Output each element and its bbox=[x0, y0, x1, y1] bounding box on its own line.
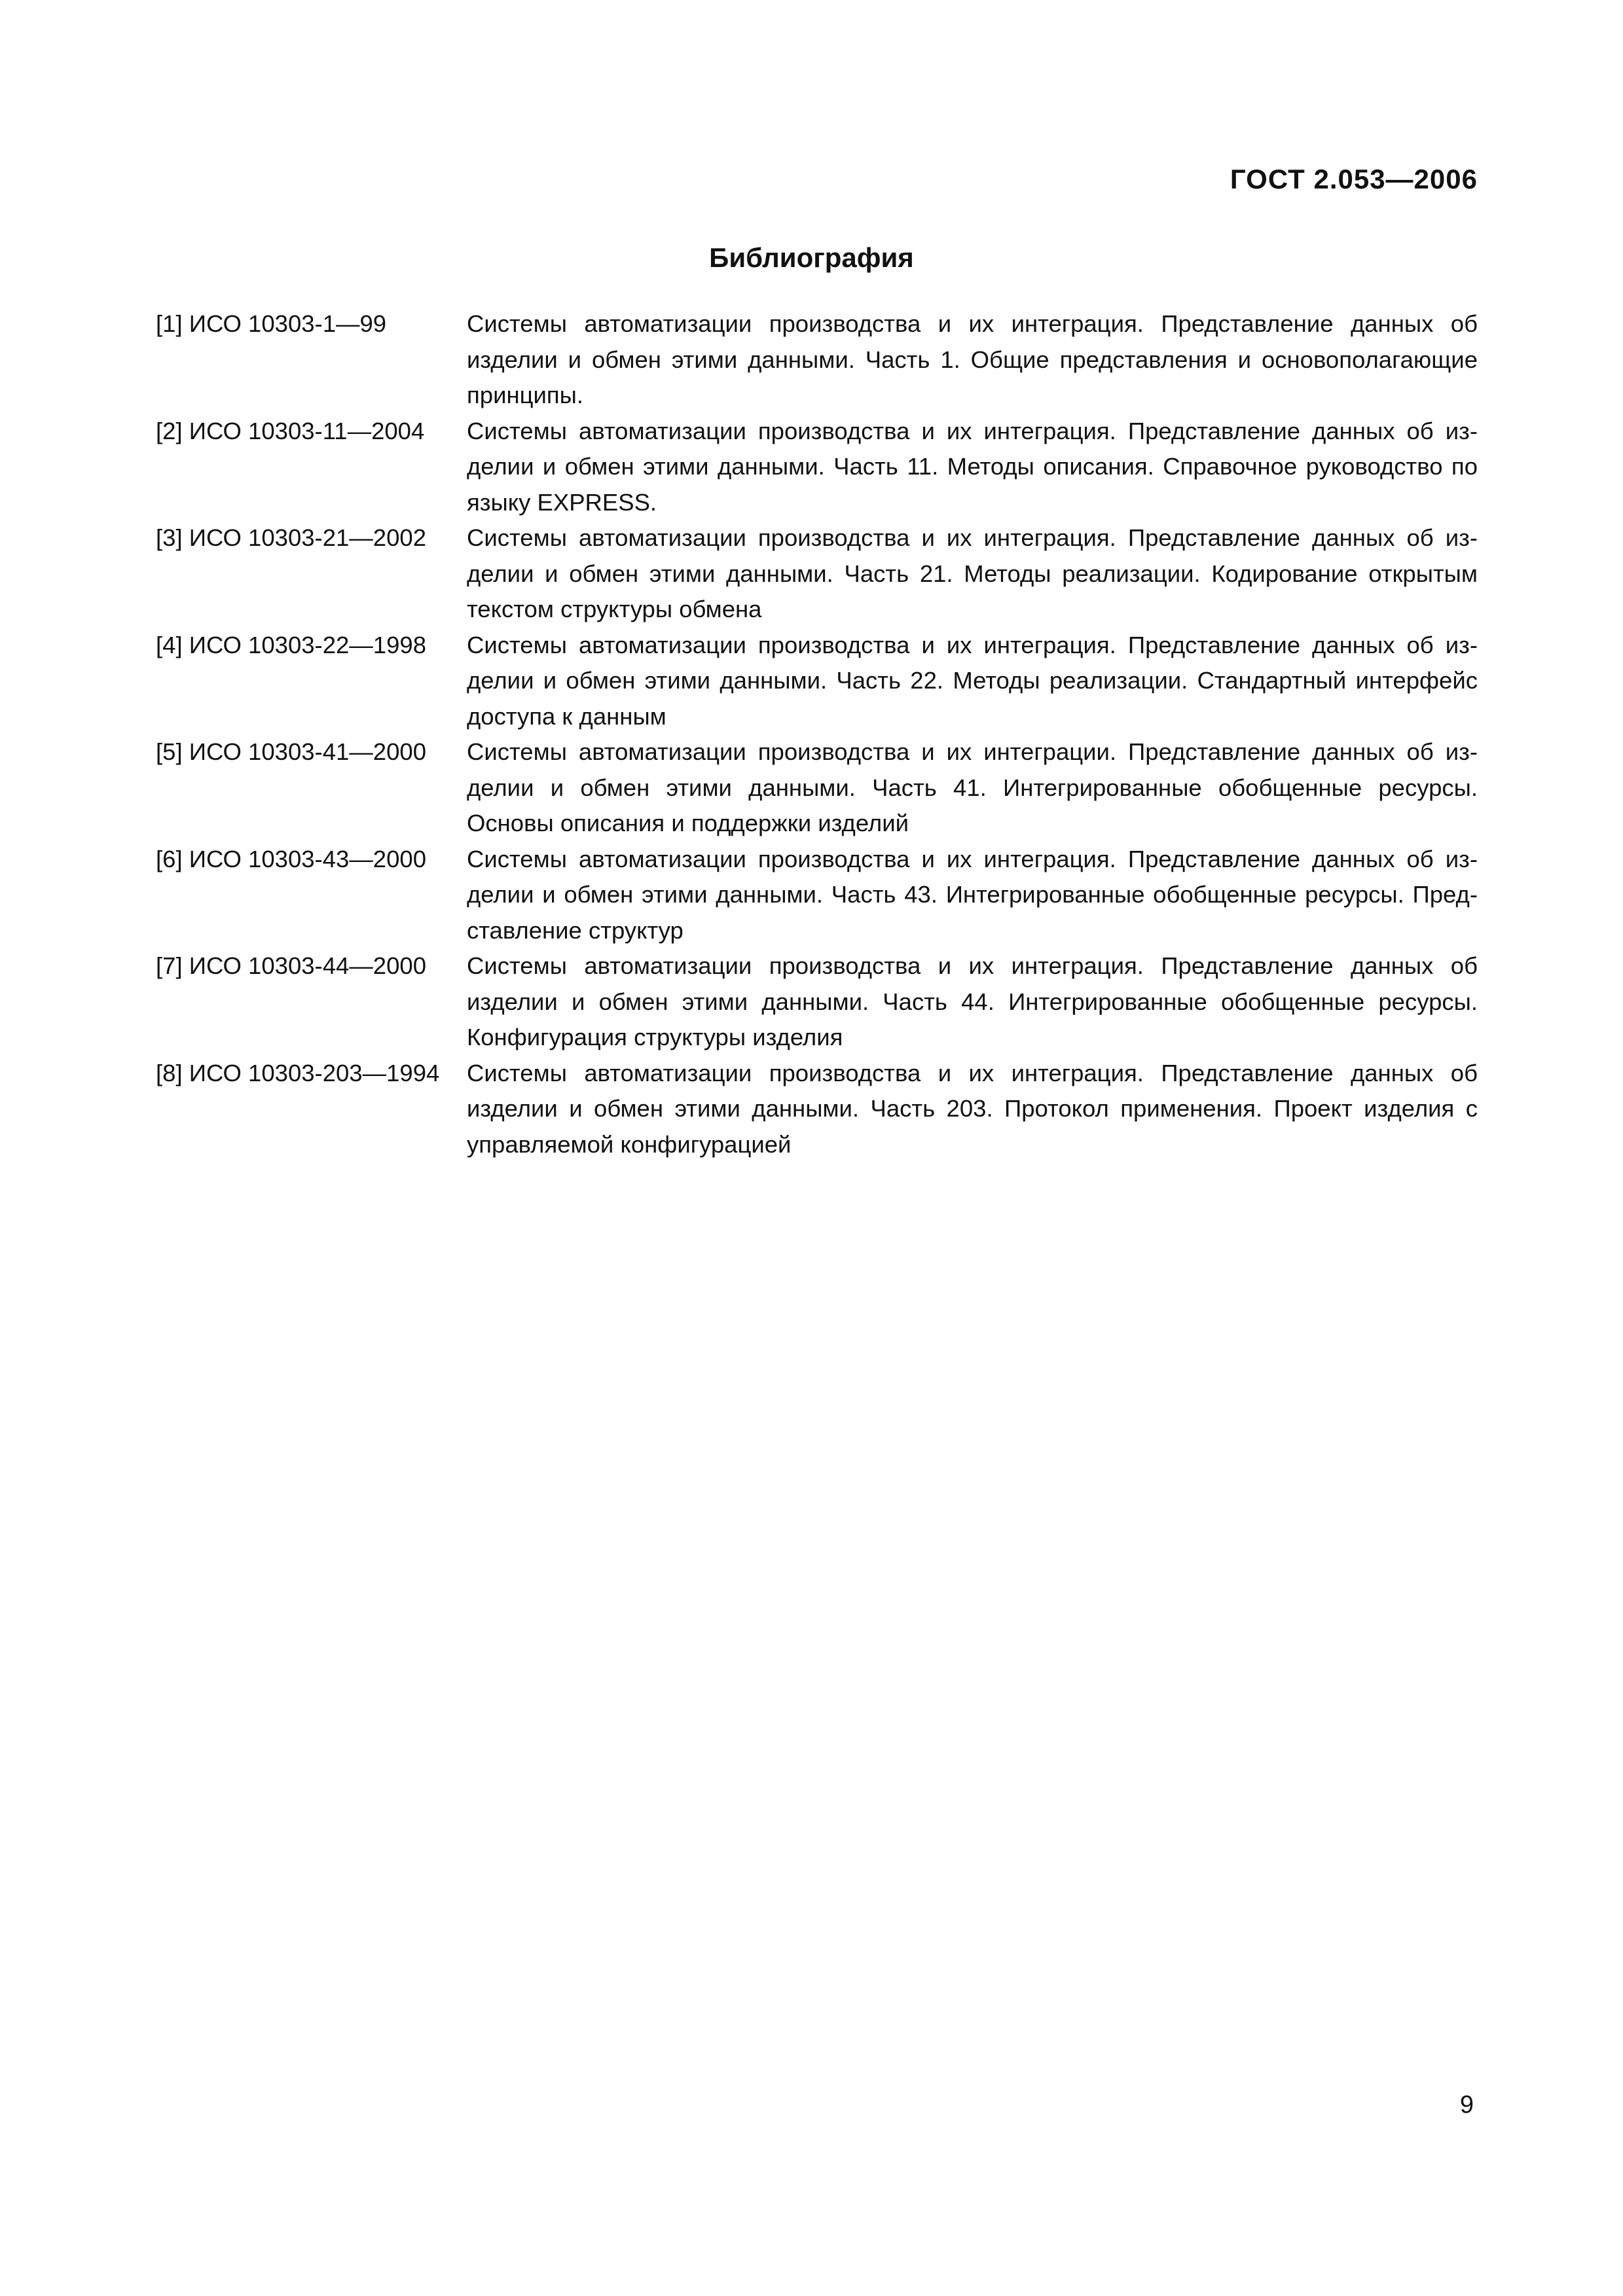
bibliography-reference: [6] ИСО 10303-43—2000 bbox=[156, 845, 426, 872]
bibliography-entry-5 bbox=[156, 734, 1478, 842]
bibliography-description: Системы автоматизации производства и их интеграция. Представление данных об изделии и обмен этими данными. Часть 43. Интегрированные обобщенные ресурсы. Представление структур bbox=[467, 845, 1478, 944]
page-number: 9 bbox=[1459, 2091, 1474, 2119]
bibliography-entry-2 bbox=[156, 414, 1478, 521]
bibliography-entry-7 bbox=[156, 948, 1478, 1056]
bibliography-list bbox=[156, 306, 1478, 1162]
bibliography-entry-8 bbox=[156, 1056, 1478, 1163]
bibliography-title: Библиография bbox=[709, 242, 914, 273]
bibliography-entry-4 bbox=[156, 628, 1478, 735]
bibliography-reference: [1] ИСО 10303-1—99 bbox=[156, 310, 387, 337]
bibliography-description: Системы автоматизации производства и их интеграция. Представление данных об изделии и обмен этими данными. Часть 203. Протокол применения. Проект изделия с управляемой конфигурацией bbox=[467, 1059, 1478, 1158]
bibliography-reference: [4] ИСО 10303-22—1998 bbox=[156, 631, 426, 658]
bibliography-entry-1 bbox=[156, 306, 1478, 414]
bibliography-reference: [5] ИСО 10303-41—2000 bbox=[156, 738, 426, 765]
document-designation: ГОСТ 2.053—2006 bbox=[1230, 164, 1478, 194]
bibliography-description: Системы автоматизации производства и их интеграция. Представление данных об изделии и обмен этими данными. Часть 22. Методы реализации. Стандартный интерфейс доступа к данным bbox=[467, 631, 1478, 730]
bibliography-description: Системы автоматизации производства и их интеграция. Представление данных об изделии и обмен этими данными. Часть 1. Общие представления и основополагающие принципы. bbox=[467, 310, 1478, 408]
bibliography-entry-6 bbox=[156, 842, 1478, 949]
bibliography-reference: [8] ИСО 10303-203—1994 bbox=[156, 1059, 440, 1086]
bibliography-description: Системы автоматизации производства и их интеграция. Представление данных об изделии и обмен этими данными. Часть 11. Методы описания. Справочное руководство по языку EXPRESS. bbox=[467, 417, 1478, 516]
bibliography-description: Системы автоматизации производства и их интеграция. Представление данных об изделии и обмен этими данными. Часть 21. Методы реализации. Кодирование открытым текстом структуры обмена bbox=[467, 524, 1478, 622]
bibliography-entry-3 bbox=[156, 520, 1478, 628]
bibliography-description: Системы автоматизации производства и их интеграция. Представление данных об изделии и обмен этими данными. Часть 44. Интегрированные обобщенные ресурсы. Конфигурация структуры изделия bbox=[467, 952, 1478, 1050]
bibliography-reference: [2] ИСО 10303-11—2004 bbox=[156, 417, 425, 444]
bibliography-reference: [7] ИСО 10303-44—2000 bbox=[156, 952, 426, 979]
bibliography-description: Системы автоматизации производства и их интеграции. Представление данных об изделии и обмен этими данными. Часть 41. Интегрированные обобщенные ресурсы. Основы описания и поддержки изделий bbox=[467, 738, 1478, 836]
bibliography-reference: [3] ИСО 10303-21—2002 bbox=[156, 524, 426, 551]
